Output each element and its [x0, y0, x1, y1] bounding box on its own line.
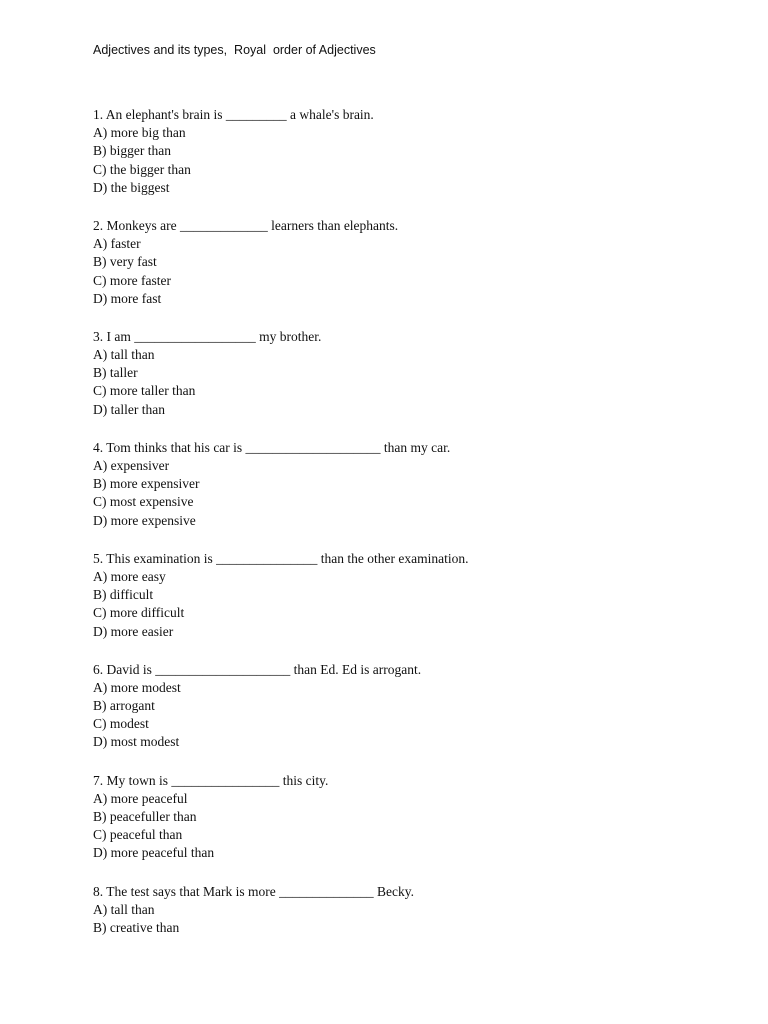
answer-option-d: D) more fast [93, 290, 162, 306]
answer-option-b: B) taller [93, 365, 138, 381]
answer-option-c: C) more difficult [93, 605, 185, 621]
question-stem: 7. My town is ________________ this city. [93, 772, 329, 788]
answer-option-d: D) taller than [93, 401, 165, 417]
answer-option-a: A) more modest [93, 679, 181, 695]
answer-option-c: C) peaceful than [93, 827, 183, 843]
answer-option-a: A) more big than [93, 125, 186, 141]
question-6 [93, 661, 733, 752]
answer-option-d: D) more expensive [93, 512, 196, 528]
question-2 [93, 217, 733, 308]
answer-option-b: B) peacefuller than [93, 809, 197, 824]
answer-option-a: A) more easy [93, 568, 166, 584]
question-4 [93, 439, 733, 530]
answer-option-a: A) more peaceful [93, 790, 188, 806]
answer-option-c: C) more taller than [93, 383, 196, 399]
answer-option-a: A) faster [93, 236, 141, 252]
answer-option-b: B) very fast [93, 254, 157, 270]
answer-option-a: A) tall than [93, 347, 155, 363]
question-list [93, 106, 733, 957]
document-title: Adjectives and its types, Royal order of Adjectives [93, 43, 376, 57]
question-1 [93, 106, 733, 197]
question-3 [93, 328, 733, 419]
answer-option-c: C) more faster [93, 272, 171, 288]
answer-option-d: D) most modest [93, 734, 180, 750]
answer-option-b: B) arrogant [93, 698, 155, 714]
answer-option-a: A) expensiver [93, 458, 170, 473]
answer-option-b: B) more expensiver [93, 476, 200, 492]
question-5 [93, 550, 733, 641]
answer-option-c: C) modest [93, 716, 149, 732]
question-stem: 6. David is ____________________ than Ed. Ed is arrogant. [93, 661, 422, 677]
question-stem: 5. This examination is _______________ than the other examination. [93, 550, 469, 566]
question-stem: 8. The test says that Mark is more ______________ Becky. [93, 883, 414, 899]
question-stem: 4. Tom thinks that his car is ____________________ than my car. [93, 439, 451, 455]
answer-option-c: C) most expensive [93, 494, 194, 510]
question-stem: 1. An elephant's brain is _________ a whale's brain. [93, 107, 374, 122]
question-7 [93, 772, 733, 863]
answer-option-d: D) more easier [93, 623, 174, 639]
answer-option-b: B) bigger than [93, 143, 171, 159]
answer-option-d: D) the biggest [93, 179, 170, 195]
answer-option-b: B) creative than [93, 919, 180, 935]
answer-option-a: A) tall than [93, 901, 155, 917]
answer-option-d: D) more peaceful than [93, 845, 215, 861]
answer-option-b: B) difficult [93, 587, 154, 603]
question-stem: 2. Monkeys are _____________ learners than elephants. [93, 217, 399, 233]
question-8 [93, 883, 733, 938]
question-stem: 3. I am __________________ my brother. [93, 328, 322, 344]
answer-option-c: C) the bigger than [93, 161, 191, 177]
